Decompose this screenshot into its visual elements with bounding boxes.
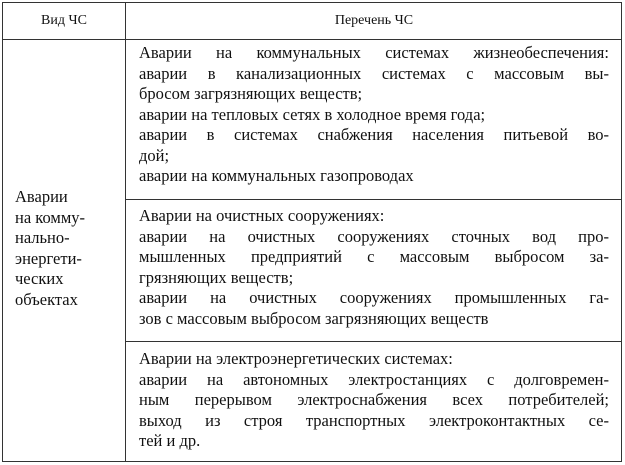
kind-line: энергети- (15, 248, 82, 268)
row-divider-1 (125, 199, 622, 200)
cell-line: Аварии на электроэнергетических системах: (139, 349, 453, 368)
cell-line: выход из строя транспортных электроконтактных се- (139, 410, 609, 430)
list-cell-treatment (139, 206, 609, 329)
emergency-kind-cell (15, 187, 123, 310)
emergency-table (2, 2, 622, 462)
cell-line: бросом загрязняющих веществ; (139, 84, 363, 103)
row-divider-2 (125, 341, 622, 342)
cell-line: грязняющих веществ; (139, 267, 294, 287)
kind-line: объектах (15, 289, 78, 309)
header-divider (3, 39, 621, 40)
cell-line: Аварии на очистных сооружениях: (139, 206, 385, 225)
cell-line: Аварии на коммунальных системах жизнеобеспечения: (139, 43, 609, 62)
cell-line: тей и др. (139, 431, 201, 450)
cell-line: аварии на автономных электростанциях с долговремен- (139, 369, 609, 389)
list-cell-communal (139, 43, 609, 187)
list-cell-electric (139, 349, 609, 452)
cell-line: аварии в системах снабжения населения питьевой во- (139, 125, 609, 144)
cell-line: мышленных предприятий с массовым выбросом за- (139, 247, 609, 266)
cell-line: ным перерывом электроснабжения всех потребителей; (139, 390, 609, 409)
cell-line: зов с массовым выбросом загрязняющих веществ (139, 308, 489, 328)
header-list: Перечень ЧС (334, 13, 414, 28)
cell-line: аварии на тепловых сетях в холодное время года; (139, 104, 486, 124)
kind-line: на комму- (15, 207, 86, 227)
cell-line: аварии на очистных сооружениях сточных вод про- (139, 226, 609, 246)
cell-line: аварии на коммунальных газопроводах (139, 166, 414, 185)
cell-line: аварии в канализационных системах с массовым вы- (139, 63, 609, 83)
kind-line: ческих (15, 269, 64, 288)
kind-line: Аварии (15, 187, 68, 206)
cell-line: дой; (139, 145, 170, 165)
cell-line: аварии на очистных сооружениях промышленных га- (139, 288, 609, 307)
column-divider (125, 3, 126, 461)
header-kind: Вид ЧС (41, 13, 87, 28)
kind-line: нально- (15, 228, 70, 247)
